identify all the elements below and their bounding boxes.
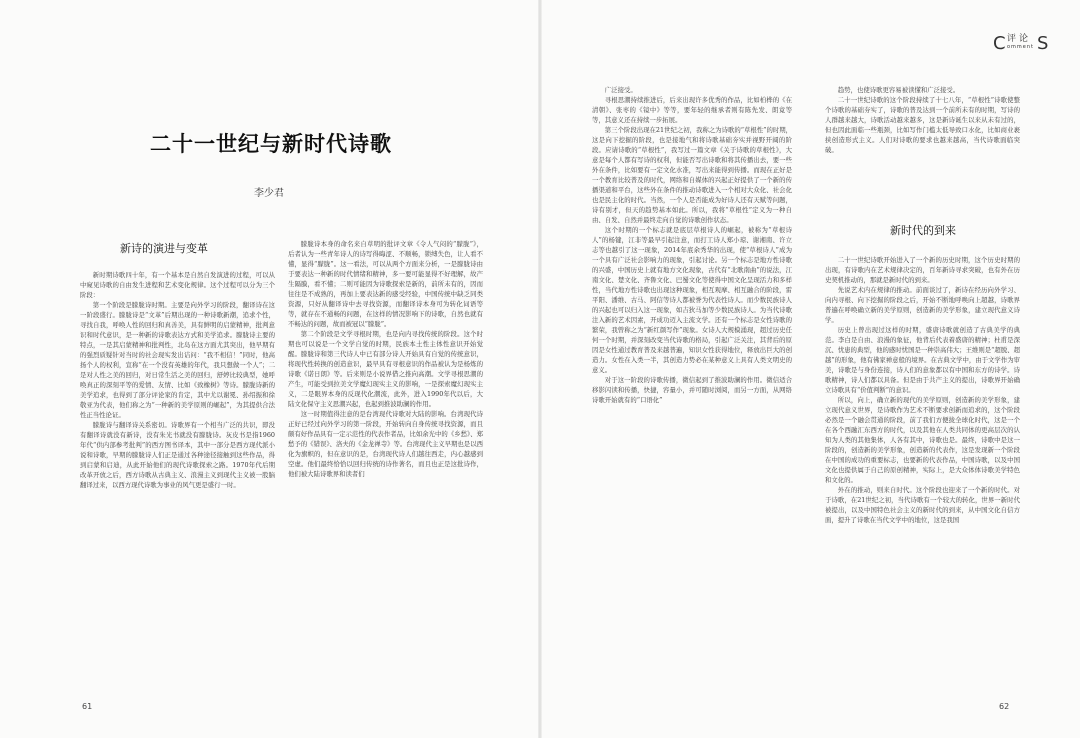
paragraph: 二十一世纪诗歌开始进入了一个新的历史时期，这个历史时期的出现，有诗歌内在艺术规律决定的，百年新诗寻求突破，也有外在历史契机推动的，那就是新时代的到来。 [825, 256, 1020, 284]
text-column-5 [825, 255, 1020, 667]
paragraph: 第二个阶段是文学寻根时期，也是向内寻找传统的阶段。这个时期也可以说是一个文学自觉的时期，民族本土性主体性意识开始觉醒。朦胧诗和第三代诗人中已有部分诗人开始具有自觉的传统意识，将现代性转换的创造意识，最早具有寻根意识的作品被认为是杨炼的诗歌《诺日朗》等。后来则是小说界借之推向高潮。文学寻根思潮的产生，可能受到拉美文学魔幻现实主义的影响，一是探索魔幻现实主义，二是眼界本身的反现代化潮流，此外，进入1990年代以后，大陆文化保守主义思潮兴起，也起到推波助澜的作用。 [288, 330, 483, 408]
text-column-3 [592, 85, 792, 667]
page-number-left: 61 [82, 702, 93, 711]
paragraph: 朦胧诗本身的命名来自草明的批评文章《令人气闷的“朦胧”》，后者认为一些青年诗人的诗写得晦涩、不顺畅，锁缚失色，让人看不懂，显得“朦胧”。这一看法，可以从两个方面来分析，一是朦胧诗由于要表达一种新的时代情绪和精神，多一要可能显得不好理解，故产生隔膜，看不懂；二则可能因为诗歌探索是新的，前所未有的，因而往往是不成熟的，再加上要表达新的感受经验，中国传统中缺乏同类资源，只好从翻译诗中去寻找资源，而翻译诗本身可为转化词语等等，就存在不通畅的问题，在这样的情况影响下的诗歌，自然也就有不畅达的问题，故而被冠以“朦胧”。 [288, 240, 483, 328]
text-column-1 [80, 270, 275, 670]
article-title: 二十一世纪与新时代诗歌 [150, 132, 392, 156]
paragraph: 趋势，也使诗歌更容易被读懂和广泛接受。 [837, 86, 960, 94]
text-column-2 [288, 239, 483, 670]
paragraph: 对于这一阶段的诗歌传播，微信起到了推波助澜的作用。微信适合移影闪读和传播，快捷，容量小，并可随时浏阅，而另一方面，从网络诗歌开始就有的“口语化” [592, 376, 792, 404]
logo-letter-c: C [993, 33, 1006, 54]
paragraph: 先说艺术内在规律的推动。前面谈过了，新诗在经历向外学习、向内寻根、向下挖掘的阶段之后，开始不断地呼唤向上超越，诗歌界普遍在呼唤确立新的美学原则，创造新的美学形象，建立现代意义诗学。 [825, 286, 1020, 324]
section-heading-2: 新时代的到来 [890, 224, 956, 237]
paragraph: 寻根思潮持续推进后，后来出现许多优秀的作品，比如柏桦的《在清朝》、张枣的《镜中》等等，要年轻的继承者则有陈先发、朗竟等等，其意义还在持续一步拓展。 [592, 96, 792, 124]
logo-letter-s: S [1037, 33, 1049, 54]
paragraph: 这个时期的一个标志就是底层草根诗人的崛起，被称为“草根诗人”的杨键，江非等最早引起注意，而打工诗人郑小琼、谢湘南、许立志等也越引了这一现象，2014年底余秀华的出现，使“草根诗人”成为一个具有广泛社会影响力的现象，引起讨论。另一个标志是地方性诗歌的兴盛，中国历史上就有地方文化现象，古代有“北歌南曲”的说法，江南文化、楚文化、齐鲁文化、巴蜀文化等使得中国文化呈现活力和多样性，当代地方性诗歌也出现这种现象，相互观摩、相互融合的阶段，雷平阳、潘维、古马、阿信等诗人都被誉为代表性诗人。而少数民族诗人的兴起也可以归入这一现象，如吉狄马加等少数民族诗人。为当代诗歌注入新的艺术因素，开成功迈入主流文学。还有一个标志是女性诗歌的繁荣，我曾称之为“新红颜写作”现象。女诗人大规模涌现，超过历史任何一个时期，并深刻改变当代诗歌的格局，引起广泛关注，其背后的原因是女性通过教育普及来越普遍，知识女性获得地位，释放出巨大的创造力。女性在入类一半，其创造力势必在某种意义上具有人类文明史的意义。 [592, 226, 792, 374]
paragraph: 这一时期值得注意的是台湾现代诗歌对大陆的影响。台湾现代诗正好已经过向外学习的第一阶段，开始转向自身传统寻找资源，而且颇有好作品具有一定示范性的代表作者品，比如余光中的《乡愁》、郑愁予的《错误》、洛夫的《金龙禅寺》等。台湾现代主义早期也是以西化为旗帜的，但在意识的是，台湾现代诗人们越往西走，内心越感到空虚。他们最终恰恰以回归传统的诗作著名，而且也正是这批诗作，他们被大陆诗歌界和读者们 [288, 410, 483, 478]
section-heading-1: 新诗的演进与变革 [120, 242, 208, 255]
paragraph: 第三个阶段出现在21世纪之初，我称之为诗歌的“草根性”的时期，这是向下挖掘的阶段，也是接地气和将诗歌基础夯实并视野开阔的阶段。应请诗歌的“草根性”，我写过一篇文章《关于诗歌的草根性》，大意是每个人都有写诗的权利，但能否写出诗歌和将其传播出去，要一些外在条件，比如要有一定文化水准，写出来能得到传播。而现在正好是一个教育比较普及的时代，网络和自媒体的兴起正好提供了一个新的传播渠道和平台，这些外在条件的推动诗歌进入一个相对大众化、社会化也是民主化的时代。当然，一个人是否能成为好诗人还有天赋等问题，诗有别才，但天的趋势基本如此。所以，我将“草根性”定义为一种自由、自发、自然并最终走向自觉的诗歌创作状态。 [592, 126, 792, 224]
paragraph: 广泛接受。 [604, 86, 637, 94]
paragraph: 历史上曾出现过这样的时期，盛唐诗歌就创造了古典美学的典范。李白是自由、浪漫的象征，他背后代表着盛唐的精神；杜甫是深沉、忧患的典型，他的感时忧国是一种崇高伟大；王维则是“超脱、超越”的形象，他有佛家禅意般的境界。在古典文学中，由于文学作为审美，诗歌是与身份连接，诗人们的意象都以有中国和东方的诗学。诗歌精神，诗人们都以具备。但是由于共产主义的提出，诗歌界开始确立诗歌具有“价值判断”的意识。 [825, 326, 1020, 394]
paragraph: 第一个阶段是朦胧诗时期。主要是向外学习的阶段，翻译诗在这一阶段盛行。朦胧诗是“文革”后期出现的一种诗歌新潮，追求个性，寻找自我，呼唤人性的回归和真善美，具有鲜明的启蒙精神，批判意识和时代意识，是一种新的诗歌表达方式和美学追求。朦胧诗主要的特点，一是其启蒙精神和批判性，北岛在这方面尤其突出，他早期有的强烈质疑针对当时的社会现实发出诘问：“我不相信！”同时，他高扬个人的权利，宣称“在一个没有英雄的年代，我只想做一个人”；二是对人性之美的回归，对日常生活之美的回归，舒婷比较典型，她呼唤真正的深刻平等的爱情、友情、比如《致橡树》等诗。朦胧诗新的美学追求，也得到了部分评论家的肯定，其中尤以谢冕、孙绍振和徐敬亚为代表，他们称之为“一种新的美学原则的崛起”，为其提供合法性正当性论证。 [80, 301, 275, 419]
paragraph: 新时期诗歌四十年，有一个基本是自然自发演进的过程，可以从中窥见诗歌的自由发生进程和艺术变化规律。这个过程可以分为三个阶段： [80, 271, 275, 299]
paragraph: 朦胧诗与翻译诗关系密切。诗歌界有一个相当广泛的共识，即没有翻译诗就没有新诗，没有朱光书就没有朦胧诗。灰皮书是指1960年代“供内部参考批判”的西方图书译本，其中一部分是西方现代派小说和诗歌，早期的朦胧诗人们正是通过各种途径接触到这些作品，得到启蒙和启迪，从此开始他们的现代诗歌探索之路。1970年代后期改革开放之后，西方诗歌从古典主义、浪漫主义到现代主义被一股脑翻译过来，以西方现代诗歌为事业的风气更是盛行一时。 [80, 421, 275, 489]
page-number-right: 62 [999, 702, 1010, 711]
text-column-4 [825, 85, 1020, 207]
author-name: 李少君 [254, 188, 284, 199]
logo-chinese: 评论 [1007, 34, 1032, 44]
paragraph: 外在的推动，则来自时代。这个阶段也迎来了一个新的时代。对于诗歌，在21世纪之初，当代诗歌有一个较大的转化，世界一新时代被提出，以及中国特色社会主义的新时代的到来，从中国文化自信方面，提升了诗歌在当代文学中的地位，这是我国 [825, 486, 1020, 524]
comments-logo [993, 31, 1053, 61]
paragraph: 二十一世纪诗歌的这个阶段持续了十七八年，“草根性”诗歌使整个诗歌的基础夯实了，诗歌的普及达到一个前所未有的时期，写诗的人群越来越大，诗歌活动越来越多，这是新诗诞生以来从未有过的，但也因此面临一些瓶颈，比如写作门槛太低导致口水化，比如商业裹挟创造形式主义。人们对诗歌的要求也越来越高，当代诗歌面临突破。 [825, 96, 1020, 154]
logo-english: omment [1007, 44, 1035, 50]
page-fold [538, 0, 542, 738]
paragraph: 所以，向上，确立新的现代的美学原则，创造新的美学形象，建立现代意义世界，是诗歌作为艺术不断要求创新而追求的，这个阶段必然是一个融会贯通的阶段，前了我们方便拢全球化时代，这是一个在各个西融汇东西方的时代，以及其他在人类共同体的更高层次的认知为人类的其他集体，人各有其中，诗歌也是。最终，诗歌中是这一阶段的，创造新的美学形象，创造新的代表作，这是发现新一个阶段在中国的成功的重要标志，也要新的代表作品，中国诗歌，以及中国文化也提供属于自己的原创精神，实际上，是大众体体诗歌美学特色和文化的。 [825, 396, 1020, 484]
